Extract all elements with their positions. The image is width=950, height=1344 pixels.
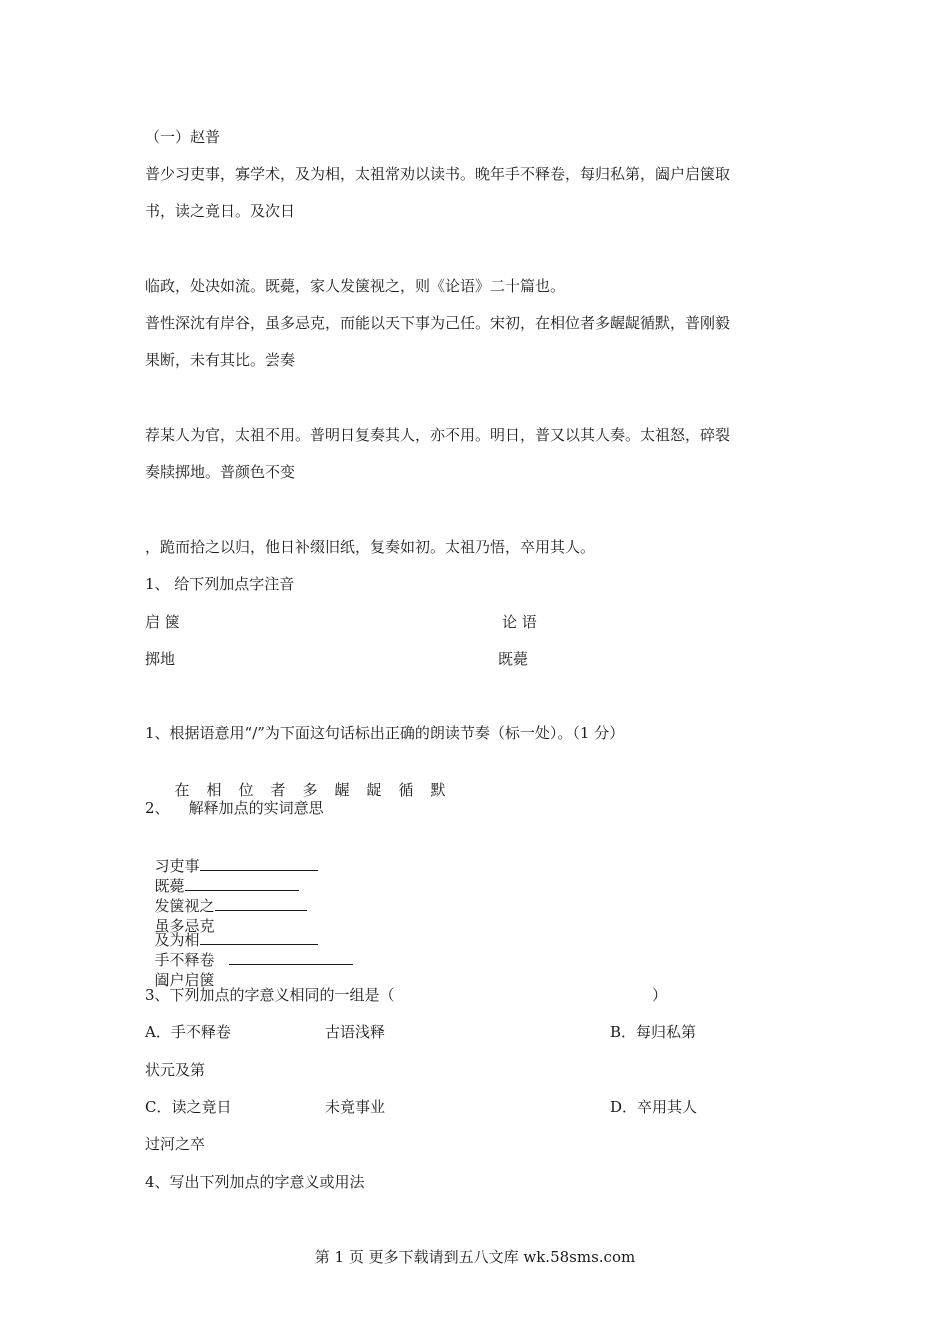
section-heading: （一）赵普 [145,128,221,146]
option-b-label: B．每归私第 [610,1023,697,1041]
rhythm-sentence [165,760,463,800]
option-d-label: D．卒用其人 [610,1098,698,1116]
question-1-title: 1、 给下列加点字注音 [145,575,295,593]
question-3-title: 3、下列加点的字意义相同的一组是（ [145,986,395,1004]
rhythm-char: 龊 [366,781,382,799]
passage-line: ，跪而拾之以归，他日补缀旧纸，复奏如初。太祖乃悟，卒用其人。 [145,538,596,556]
rhythm-char: 多 [302,781,318,799]
passage-line: 奏牍掷地。普颜色不变 [145,463,296,481]
word-item: 虽多忌克 [154,917,215,935]
pinyin-item: 启 箧 [145,613,180,631]
passage-line: 果断，未有其比。尝奏 [145,351,296,369]
answer-blank[interactable] [200,930,318,945]
passage-line: 普少习吏事，寡学术，及为相，太祖常劝以读书。晚年手不释卷，每归私第，阖户启箧取 [145,165,731,183]
answer-blank[interactable] [200,856,318,871]
rhythm-char: 相 [206,781,222,799]
passage-line: 普性深沈有岸谷，虽多忌克，而能以天下事为己任。宋初，在相位者多龌龊循默，普刚毅 [145,314,731,332]
question-rhythm-title: 1、根据语意用“/”为下面这句话标出正确的朗读节奏（标一处）。（1 分） [145,724,625,742]
pinyin-item: 掷地 [145,650,176,668]
answer-blank[interactable] [215,896,307,911]
pinyin-item: 论 语 [502,613,537,631]
option-b-pair: 状元及第 [145,1061,206,1079]
word-item: 发箧视之 [154,897,215,915]
question-2-title: 2、 解释加点的实词意思 [145,799,324,817]
passage-line: 临政，处决如流。既薨，家人发箧视之，则《论语》二十篇也。 [145,277,566,295]
word-item: 及为相 [154,931,200,949]
option-a-label: A．手不释卷 [145,1023,231,1041]
rhythm-char: 默 [430,781,446,799]
rhythm-char: 龌 [334,781,350,799]
word-item: 既薨 [154,877,185,895]
word-item: 习吏事 [154,857,200,875]
page-footer: 第 1 页 更多下载请到五八文库 wk.58sms.com [314,1248,636,1266]
answer-blank[interactable] [185,876,299,891]
passage-line: 书，读之竟日。及次日 [145,202,296,220]
option-d-pair: 过河之卒 [145,1135,206,1153]
word-item: 手不释卷 [154,951,215,969]
pinyin-item: 既薨 [498,650,529,668]
option-c-label: C．读之竟日 [145,1098,232,1116]
rhythm-char: 在 [174,781,190,799]
definition-row-2 [145,910,353,990]
word-item: 阖户启箧 [154,971,215,989]
option-c-pair: 未竟事业 [325,1098,386,1116]
question-3-close: ） [652,986,668,1004]
option-a-pair: 古语浅释 [325,1023,386,1041]
rhythm-char: 位 [238,781,254,799]
question-4-title: 4、写出下列加点的字意义或用法 [145,1173,365,1191]
rhythm-char: 循 [398,781,414,799]
rhythm-char: 者 [270,781,286,799]
answer-blank[interactable] [229,950,353,965]
passage-line: 荐某人为官，太祖不用。普明日复奏其人，亦不用。明日，普又以其人奏。太祖怒，碎裂 [145,426,731,444]
